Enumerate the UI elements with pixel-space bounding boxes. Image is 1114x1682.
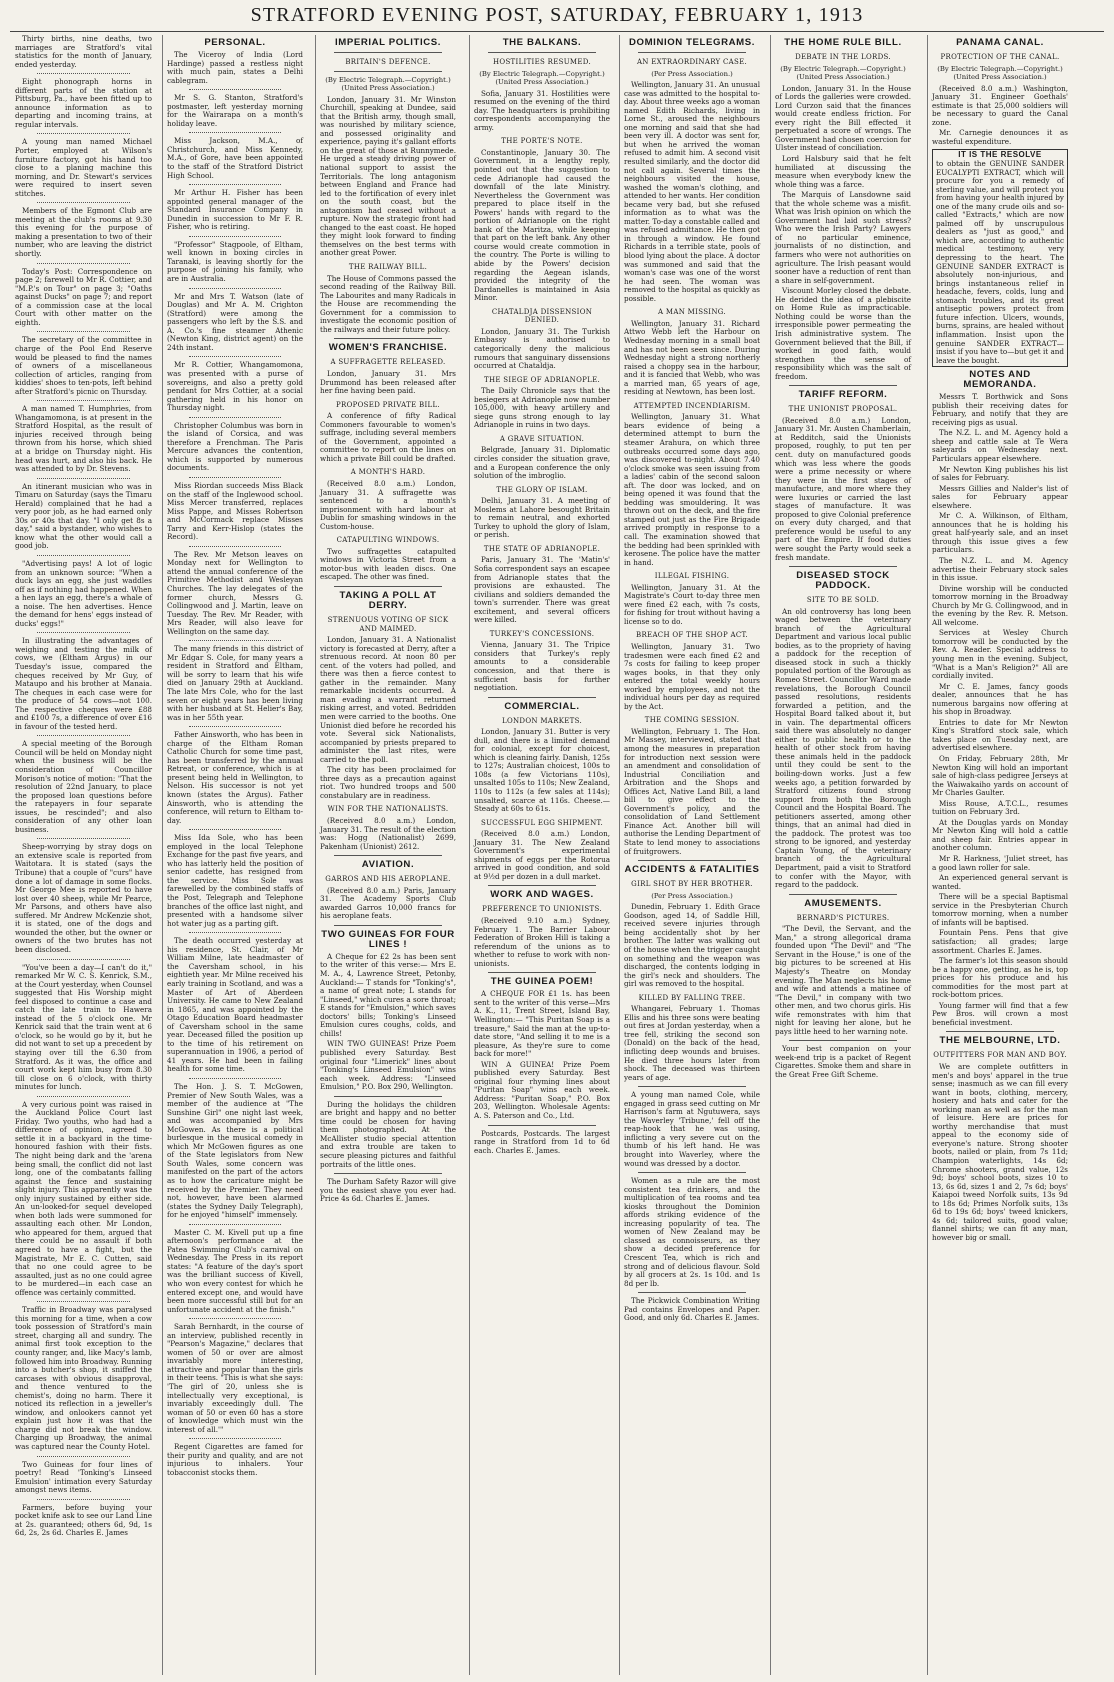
article-text: Vienna, January 31. The Tripice considers that Turkey's reply amounts to a considerable concession, and that there is sufficient basis for further negotiation. [474,640,610,693]
news-item: A special meeting of the Borough Council will be held on Monday night when the business will be the consideration of Councillor Morison's notice of motion: "That the resolution of 22nd January, to place the proposed loan questions before the ratepayers in four separate issues, be rescinded"; and also consideration of any other loan business. [15,739,152,834]
article-text: Dunedin, February 1. Edith Grace Goodson, aged 14, of Saddle Hill, received severe injuries through being accidentally shot by her brother. The latter was walking out of the house when the trigger caught on something and the weapon was discharged, the contents lodging in the girl's neck and shoulders. The girl was removed to the hospital. [624,902,761,989]
news-item: "Advertising pays! A lot of logic from an unknown source: "When a duck lays an egg, she just waddles off as if nothing had happened. When a hen lays an egg, there's a whale of a noise. The hen advertises. Hence the demand for hens' eggs instead of ducks' eggs!" [15,558,152,628]
credit-line: (By Electric Telegraph.—Copyright.) (United Press Association.) [780,64,906,82]
item-separator [37,735,130,736]
subheading: LONDON MARKETS. [502,716,582,725]
news-item: The many friends in this district of Mr Edgar S. Cole, for many years a resident in Stratford and Eltham, will be sorry to learn that his wife died on January 29th at Auckland. The late Mrs Cole, who for the last seven or eight years has been living with her husband at St. Helier's Bay, was in her 55th year. [167,644,303,722]
article-text: Mr. Carnegie denounces it as wasteful expenditure. [932,128,1068,146]
news-item: An experienced general servant is wanted. [932,873,1068,891]
divider [334,586,442,587]
subheading: SUCCESSFUL EGG SHIPMENT. [481,818,603,827]
subheading: THE RAILWAY BILL. [348,263,428,272]
article-text: A CHEQUE FOR £1 1s. has been sent to the writer of this verse—Mrs A. K., 11, Trent Street, Island Bay, Wellington:— "This Puritan Soap is a treasure," Said the man at the up-to-date store, "And selling it to me is a pleasure, As they're sure to come back for more!" [474,989,610,1059]
news-item: Thirty births, nine deaths, two marriages are Stratford's vital statistics for the month of January, ended yesterday. [15,35,152,69]
divider [488,697,596,698]
news-item: "You've been a day—I can't do it," remarked Mr W. C. S. Kenrick, S.M., at the Court yesterday, when Counsel suggested that His Worship might feel disposed to continue a case and catch the late train to Hawera instead of the 5 o'clock one. Mr Kenrick said that the train went at 6 o'clock, so he would go by it, but he did not want to set up a precedent by staying over till the 6.30 from Stratford. As it was, the office and court work kept him busy from 8.30 till close on 6 o'clock, with thirty minutes for lunch. [15,962,152,1092]
item-separator [37,133,130,134]
news-item: Traffic in Broadway was paralysed this morning for a time, when a cow took possession of Stratford's main street, charging all and sundry. The animal first took exception to the county ranger, and, like Macy's lamb, followed him into Broadway. Running into a butcher's shop, it sniffed the carcases with obvious disapproval, and thence ventured to the chemist's, doing no harm. There it noticed its reflection in a jeweller's window, and onlookers cannot yet explain just how it was that the charge did not break the window. Charging up Broadway, the animal was captured near the County Hotel. [15,1305,152,1452]
news-item: The death occurred yesterday at his residence, St. Clair, of Mr William Milne, late headmaster of the Caversham school, in his eightieth year. Mr Milne received his early training in Scotland, and was a Master of Art of Aberdeen University. He came to New Zealand in 1865, and was appointed by the Otago Education Board headmaster of Caversham school in the same year. Deceased filled the position up to the time of his retirement on superannuation in 1906, a period of 41 years. He had been in failing health for some time. [167,936,303,1074]
item-separator [37,202,130,203]
item-separator [37,73,130,74]
heading-notes-memoranda: NOTES AND MEMORANDA. [963,369,1037,391]
item-separator [37,1096,130,1097]
divider [789,385,897,386]
heading-aviation: AVIATION. [361,859,415,871]
heading-dominion-telegrams: DOMINION TELEGRAMS. [629,37,755,48]
article-text: A young man named Cole, while engaged in grass seed cutting on Mr Harrison's farm at Ngutuwera, says the Waverley 'Tribune,' fell off the reap-hook that he was using, inflicting a very severe cut on the thumb of his left hand. He was brought into Waverley, where the wound was dressed by a doctor. [624,1090,760,1168]
news-item: The N.Z. L. and M. Agency hold a sheep and cattle sale at Te Wera saleyards on Wednesday next. Particulars appear elsewhere. [932,428,1068,463]
item-separator [189,640,281,641]
news-item: An itinerant musician who was in Timaru on Saturday (says the Timaru Herald) complained that he had a very poor job, as he had earned only 30s or 40s that day. "I only get 8s a day," said a bystander, who wishes to know what the other would call a good job. [15,481,152,551]
news-item: Mr C. E. James, fancy goods dealer, announces that he has numerous bargains now offering at his shop in Broadway. [932,681,1068,717]
credit-line: (Per Press Association.) [651,69,733,78]
heading-imperial-politics: IMPERIAL POLITICS. [334,37,442,48]
news-item: The farmer's lot this season should be a happy one, getting, as he is, top prices for his produce and his commodities for the most part at rock-bottom prices. [932,956,1068,1000]
heading-accidents: ACCIDENTS & FATALITIES [624,864,760,876]
item-separator [189,184,281,185]
item-separator [189,1078,281,1079]
article-text: The Daily Chronicle says that the besiegers at Adrianople now number 105,000, with heavy artillery and siege guns strong enough to lay Adrianople in ruins in two days. [474,386,610,430]
article-text: Wellington, January 31. What bears evidence of being a determined attempt to burn the steamer Arahura, on which three outbreaks occurred some days ago, was discovered to-night. About 7.40 o'clock smoke was seen issuing from a ladies' cabin of the second saloon aft. The door was locked, and on being opened it was found that the bedding was smouldering. It was thrown out on the deck, and the fire stamped out just as the Fire Brigade arrived promptly in response to a call. The examination showed that the bedding had been sprinkled with kerosene. The police have the matter in hand. [624,412,760,567]
article-text: WIN A GUINEA! Prize Poem published every Saturday. Best original four rhyming lines about "Puritan Soap" wins each week. Address: "Puritan Soap," P.O. Box 203, Wellington. Wholesale Agents: A. S. Paterson and Co., Ltd. [474,1059,610,1120]
article-text: Belgrade, January 31. Diplomatic circles consider the situation grave, and a European conference the only solution of the imbroglio. [474,445,610,481]
divider [789,894,897,895]
subheading: A SUFFRAGETTE RELEASED. [330,358,446,367]
article-text: A conference of fifty Radical Commoners favourable to women's suffrage, including several members of the Government, appointed a committee to report on the lines on which a private Bill could be drafted. [320,411,456,463]
news-item: Farmers, before buying your pocket knife ask to see our Land Line at 2s. guaranteed; others 6d, 9d, 1s 6d, 2s, 2s 6d. Charles E. James [15,1502,153,1538]
item-separator [37,1301,130,1302]
news-item: Services at Wesley Church tomorrow will be conducted by the Rev. A. Reader. Special address to young men in the evening. Subject, "What is a Man's Religion?" All are cordially invited. [932,628,1068,681]
column-balkans [469,35,614,1675]
item-separator [189,829,281,830]
article-text: Wellington, January 31. Two tradesmen were each fined £2 and 7s costs for failing to keep proper wages books, in that they only entered the total weekly hours worked by employees, and not the individual hours per day as required by the Act. [624,642,760,711]
item-separator [189,417,281,418]
heading-amusements: AMUSEMENTS. [804,897,882,909]
article-text: London, January 31. A Nationalist victory is forecasted at Derry, after a strenuous record. At noon 80 per cent. of the voters had polled, and there was then a fierce contest to gather in the remainder. Many remarkable incidents occurred. A man evading a warrant returned risking arrest, and voted. Bedridden men were carried to the booths. One Unionist died before he recorded his vote. Several sick Nationalists, accompanied by priests prepared to administer the last rites, were carried to the poll. [320,635,456,764]
advert-text: The Durham Safety Razor will give you the easiest shave you ever had. Price 4s 6d. Charles E. James. [320,1177,456,1204]
article-text: Wellington, January 31. Richard Attwo Webb left the Harbour on Wednesday morning in a small boat and has not been seen since. During Wednesday night a strong northerly raised a choppy sea in the harbour, and it is fancied that Webb, who was a married man, 65 years of age, residing at Newtown, has been lost. [624,318,760,397]
article-text: Wellington, January 31. At the Magistrate's Court to-day three men were fined £2 each, with 7s costs, for fishing for trout without having a license so to do. [624,582,760,626]
news-item: A very curious point was raised in the Auckland Police Court last Friday. Two youths, who had had a difference of opinion, agreed to settle it in a backyard in the time-honoured fashion with their fists. The night being dark and the 'arena being small, the conflict did not last long, one of the combatants falling against the fence and sustaining slight injury. This apparently was the only injury sustained by either side. An un-looked-for sequel developed when both lads were summoned for assaulting each other. Mr London, who appeared for them, argued that there could be no assault if both agreed to have a fight, but the Magistrate, Mr E. C. Cutten, said that no one could agree to be assaulted, just as no one could agree to be murdered—in each case an offence was certainly committed. [15,1099,152,1297]
heading-taking-a-poll: TAKING A POLL AT DERRY. [339,589,437,611]
subheading: THE STATE OF ADRIANOPLE. [483,544,601,553]
advert-heading: IT IS THE RESOLVE [958,150,1042,160]
article-text: (Received 8.0 a.m.) London, January 31. Mr. Austen Chamberlain, at Redditch, said the Unionists proposed, roughly, to put ten per cent. duty on manufactured goods which was less where the goods were a prime necessity or where they were in the first stages of manufacture, and more where they were luxuries or carried the last stages of manufacture. It was proposed to give Colonial preference on every duty charged, and that preference would be useful to any part of the Empire. If food duties were sought the Party would seek a fresh mandate. [775,415,911,562]
item-separator [189,726,281,727]
article-text: London, January 31. Mrs Drummond has been released after her fine having been paid. [320,368,456,396]
article-text: (Received 8.0 a.m.) London, January 31. A suffragette was sentenced to a month's imprisonment with hard labour at Dublin for smashing windows in the Custom-house. [320,478,456,531]
divider [638,52,746,53]
credit-line: (By Electric Telegraph.—Copyright.) (United Press Association.) [479,69,605,87]
article-text: (Received 8.0 a.m.) Washington, January 31. Engineer Goethals' estimate is that 25,000 soldiers will be necessary to guard the Canal zone. [932,83,1068,127]
news-item: Mr Newton King publishes his list of sales for February. [932,464,1068,483]
news-item: Master C. M. Kivell put up a fine afternoon's performance at the Patea Swimming Club's carnival on Wednesday. The Press in its report states: "A feature of the day's sport was the brilliant success of Kivell, who won every contest for which he entered except one, and would have been more successful still but for an unfortunate accident at the finish." [167,1227,303,1314]
divider [638,1086,746,1087]
item-separator [189,546,281,547]
heading-guinea-poem: THE GUINEA POEM! [490,976,594,988]
divider [334,338,442,339]
divider [638,1292,746,1293]
subheading: OUTFITTERS FOR MAN AND BOY. [933,1051,1067,1060]
subheading: THE PORTE'S NOTE. [501,137,583,146]
item-separator [37,555,130,556]
subheading: GARROS AND HIS AEROPLANE. [325,875,451,884]
news-item: Eight phonograph horns in different parts of the station at Pittsburg, Pa., have been fitted up to announce information as to departing and incoming trains, at regular intervals. [15,77,152,129]
news-item: Mr R. Harkness, 'Juliet street, has a good lawn roller for sale. [932,854,1068,872]
item-separator [37,959,130,960]
divider [334,1096,442,1097]
news-item: Messrs Gillies and Nalder's list of sales for February appear elsewhere. [932,483,1068,510]
divider [789,566,897,567]
article-text: The city has been proclaimed for three days as a precaution against riot. Two hundred troops and 500 constabulary are in readiness. [320,765,456,800]
subheading: THE SIEGE OF ADRIANOPLE. [483,375,601,384]
subheading: GIRL SHOT BY HER BROTHER. [631,880,753,889]
subheading: TURKEY'S CONCESSIONS. [489,629,595,638]
article-text: Whangarei, February 1. Thomas Ellis and his three sons were beating out fires at Jordan yesterday, when a tree fell, striking the second son (Donald) on the back of the head, inflicting deep wounds and bruises. He died three hours later from shock. The deceased was thirteen years of age. [624,1004,760,1082]
item-separator [37,263,130,264]
item-separator [37,632,130,633]
article-text: An old controversy has long been waged between the veterinary branch of the Agricultural Department and various local public bodies, as to the propriety of having a paddock for the reception of diseased stock in such a thickly populated portion of the Borough as Romeo Street. Councillor Ward made revelations, the Borough Council passed resolutions, residents forwarded a petition, and the Hospital Board talked about it, but in vain. The departmental officers said there was absolutely no danger either to public health or to the health of other stock from having these animals held in the paddock until they could be sent to the boiling-down works. Just a few weeks ago, a petition forwarded by Stratford citizens found strong support from both the Borough Council and the Hospital Board. The petitioners asserted, among other things, that an animal had died in the paddock. The protest was too strong to be ignored, and yesterday Captain Young, of the veterinary branch of the Agricultural Department, paid a visit to Stratford to confer with the Mayor, with regard to the paddock. [775,606,912,890]
credit-line: (By Electric Telegraph.—Copyright.) (United Press Association.) [937,64,1063,82]
article-text: (Received 8.0 a.m.) London, January 31. The result of the election was: Hogg (Nationalist) 2699, Pakenham (Unionist) 2612. [320,816,456,851]
article-text: Sofia, January 31. Hostilities were resumed on the evening of the third day. The headquarters is prohibiting correspondents accompanying the army. [474,88,610,132]
article-text: Viscount Morley closed the debate. He derided the idea of a plebiscite on Home Rule as impracticable. Nothing could be worse than the irresponsible power permeating the Irish administrative system. The Government believed that the Bill, if worked in good faith, would strengthen the sense of responsibility which was the salt of freedom. [775,286,911,381]
divider [946,1031,1054,1032]
heading-diseased-stock: DISEASED STOCK PADDOCK. [796,570,890,592]
news-item: Miss Rouse, A.T.C.L., resumes tuition on February 3rd. [932,798,1068,817]
news-item: Mr R. Cottier, Whangamomona, was presented with a purse of sovereigns, and also a pretty gold pendant for Mrs Cottier, at a social gathering held in his honor on Thursday night. [167,360,303,413]
item-separator [37,1456,130,1457]
article-text: During the holidays the children are bright and happy and no better time could be chosen for having them photographed. At the McAllister studio special attention and extra trouble are taken to secure pleasing pictures and faithful portraits of the little ones. [320,1099,456,1169]
divider [488,52,596,53]
advert-box [932,149,1068,367]
article-text: Delhi, January 31. A meeting of Moslems at Lahore besought Britain to remain neutral, and exhorted Turkey to uphold the glory of Islam, or perish. [474,496,610,540]
article-text: (Received 8.0 a.m.) London, January 31. The New Zealand Government's experimental shipments of eggs per the Rotorua arrived in good condition, and sold at 9½d per dozen in a dull market. [474,829,610,881]
item-separator [189,356,281,357]
column-1 [11,35,156,1675]
subheading: STRENUOUS VOTING OF SICK AND MAIMED. [327,615,449,633]
subheading: ATTEMPTED INCENDIARISM. [633,401,751,410]
article-text: WIN TWO GUINEAS! Prize Poem published every Saturday. Best original four "Limerick" lines about "Tonking's Linseed Emulsion" wins each week. Address: "Linseed Emulsion," P.O. Box 290, Wellington. [320,1039,456,1092]
advert-text: The Pickwick Combination Writing Pad contains Envelopes and Paper. Good, and only 6d. Charles E. James. [624,1296,760,1323]
news-item: In illustrating the advantages of weighing and testing the milk of cows, we (Eltham Argus) in our Tuesday's issue, compared the cheques received by Mr Guy, of Mataupo and his brother at Manaia. The cheques in each case were for the produce of 54 cows—not 100. The respective cheques were £88 and £100 7s, a difference of over £16 in favour of the tested herd. [15,636,152,731]
item-separator [189,1224,281,1225]
item-separator [189,477,281,478]
subheading: PREFERENCE TO UNIONISTS. [482,905,602,914]
news-item: The Viceroy of India (Lord Hardinge) passed a restless night with much pain, states a Delhi cablegram. [167,50,303,85]
news-item: Mr C. A. Wilkinson, of Eltham, announces that he is holding his great half-yearly sale, and an inset through this issue gives a few particulars. [932,511,1068,555]
heading-personal: PERSONAL. [204,37,266,48]
divider [334,71,442,72]
item-separator [189,932,281,933]
subheading: CATAPULTING WINDOWS. [336,536,440,545]
item-separator [189,236,281,237]
divider [334,855,442,856]
article-text: London, January 31. Mr Winston Churchill, speaking at Dundee, said that the British army, though small, was nourished by military science, and possessed originality and experience, paying it's gallant efforts on the great of those at Runnymede. He urged a steady driving power of national support to assist the Territorials. The long antagonism between England and France had led to the fortification of every inlet on the south coast, but the antagonism had ceased without a rupture. Now the strategic front had changed to the east coast. He hoped they might look forward to finding themselves on the best terms with another great Power. [320,94,456,258]
heading-balkans: THE BALKANS. [502,37,582,48]
article-text: (Received 8.0 a.m.) Paris, January 31. The Academy Sports Club awarded Garros 10,000 francs for his aeroplane feats. [320,885,456,921]
subheading: ILLEGAL FISHING. [654,572,730,581]
news-item: Messrs T. Borthwick and Sons publish their receiving dates for February, and notify that they are receiving pigs as usual. [932,392,1068,427]
article-text: Lord Halsbury said that he felt humiliated at discussing the measure when everybody knew the whole thing was a farce. [775,154,911,189]
news-item: At the Douglas yards on Monday Mr Newton King will hold a cattle and sheep fair. Entries appear in another column. [932,817,1068,853]
item-separator [189,132,281,133]
subheading: BREACH OF THE SHOP ACT. [636,631,748,640]
subheading: AN EXTRAORDINARY CASE. [636,58,748,66]
news-item: The Hon. J. S. T. McGowen, Premier of New South Wales, was a member of the audience at "The Sunshine Girl" one night last week, and was accompanied by Mrs McGowen. As there is a political burlesque in the musical comedy in which Mr McGowen figures as one of the State legislators from New South Wales, some concern was manifested on the part of the actors as to how the caricature might be received by the Premier. They need not, however, have been alarmed (states the Sydney Daily Telegraph), for he enjoyed "himself" immensely. [167,1081,303,1220]
subheading: DEBATE IN THE LORDS. [795,53,891,61]
item-separator [189,1318,281,1319]
masthead-rule [10,31,1104,32]
credit-line: (Per Press Association.) [651,891,733,900]
subheading: PROPOSED PRIVATE BILL. [336,400,440,409]
news-item: Regent Cigarettes are famed for their purity and quality, and are not injurious to inhalers. Your tobacconist stocks them. [167,1442,303,1477]
news-item: Miss Jackson, M.A., of Christchurch, and Miss Kennedy, M.A., of Gore, have been appointed to the staff of the Stratford District High School. [167,136,303,180]
heading-melbourne: THE MELBOURNE, LTD. [939,1035,1061,1047]
divider [334,925,442,926]
item-separator [37,838,130,839]
heading-tariff-reform: TARIFF REFORM. [798,389,888,401]
news-item: Sheep-worrying by stray dogs on an extensive scale is reported from Waitotara. It is stated (says the Tribune) that a couple of "curs" have done a lot of damage in some flocks. Mr George Mee is reported to have lost over 40 sheep, while Mr Pearce, Mr Parsons, and others have also suffered. Mr Andrew McKenzie shot, it is stated, one of the dogs and wounded the other, but the owner or owners of the two brutes has not been disclosed. [15,842,152,954]
item-separator [37,331,130,332]
subheading: A GRAVE SITUATION. [499,434,585,443]
news-item: Fountain Pens. Pens that give satisfaction; all grades; large assortment. Charles E. James. [932,928,1068,955]
divider [488,972,596,973]
article-text: A Cheque for £2 2s has been sent to the writer of this verse:— Mrs E. M. A., 4, Lawrence Street, Petonby, Auckland:— T stands for "Tonking's", a name of great note; L stands for "Linseed," which cures a sore throat; E stands for "Emulsion," which saves doctors' bills; Tonking's Linseed Emulsion cures coughs, colds, and chills! [320,951,456,1038]
news-item: The secretary of the committee in charge of the Pool End Reserve would be pleased to find the names of owners of a miscellaneous collection of articles, ranging from kiddies' shoes to ten-pots, left behind after Stratford's picnic on Thursday. [15,335,152,396]
item-separator [189,89,281,90]
news-item: There will be a special Baptismal service in the Presbyterian Church tomorrow morning, when a number of infants will be baptised. [932,892,1068,927]
subheading: A MONTH'S HARD. [350,468,426,477]
news-item: Young farmer will find that a few Pew Bros. will crown a most beneficial investment. [932,1000,1068,1027]
divider [789,1040,897,1041]
divider [638,1172,746,1173]
advert-text: Your best companion on your week-end trip is a packet of Regent Cigarettes. Smoke them and share in the Great Free Gift Scheme. [775,1044,911,1079]
news-item: Mr and Mrs T. Watson (late of Douglas) and Mr A. M. Crighton (Stratford) were among the passengers who left by the S.S. and A. Co.'s fine steamer Athenic (Newton King, district agent) on the 24th instant. [167,291,303,352]
subheading: THE UNIONIST PROPOSAL. [788,405,898,414]
heading-womens-franchise: WOMEN'S FRANCHISE. [328,342,448,354]
news-item: On Friday, February 28th, Mr Newton King will hold an important sale of high-class pedigree Jerseys at the Waiwakaiho yards on account of Mr Charles Gaulter. [932,754,1068,798]
article-text: London, January 31. In the House of Lords the galleries were crowded. Lord Curzon said that the finances would create endless friction. For every right the Bill effected it perpetuated a score of wrongs. The Government had chosen coercion for Ulster instead of conciliation. [775,83,911,153]
column-home-rule [770,35,915,1675]
news-item: A man named T. Humphries, from Whangamomona, is at present in the Stratford Hospital, as the result of injuries received through being thrown from his horse, which shied at a bridge on Thursday night. His head was hurt, and also his back. He was attended to by Dr. Stevens. [15,404,152,474]
advert-text: Postcards, Postcards. The largest range in Stratford from 1d to 6d each. Charles E. James. [474,1128,610,1155]
news-item: Mr S. G. Stanton, Stratford's postmaster, left yesterday morning for the Wairarapa on a month's holiday leave. [167,93,303,128]
divider [334,1173,442,1174]
article-text: Two suffragettes catapulted windows in Victoria Street from a motor-bus with leaden discs. One escaped. The other was fined. [320,546,456,582]
news-item: Today's Post: Correspondence on page 2; farewell to Mr R. Cottier, and "M.P.'s on Tour" on page 3; "Oaths against Ducks" on page 7; and report of a commission case at the local Court with other matter on the eighth. [15,266,152,327]
news-item: Members of the Egmont Club are meeting at the club's rooms at 9.30 this evening for the purpose of making a presentation to two of their number, who are leaving the district shortly. [15,206,152,259]
credit-line: (By Electric Telegraph.—Copyright.) (United Press Association.) [325,75,451,93]
subheading: PROTECTION OF THE CANAL. [940,53,1060,61]
article-text: "The Devil, the Servant, and the Man," a strong allegorical drama founded upon "The Devil" and "The Servant in the House," is one of the big pictures to be screened at His Majesty's Theatre on Monday evening. The Man neglects his home and wife and attends a matinee of "The Devil," in company with two other men, and two chorus girls. His wife remonstrates with him that night for leaving her alone, but he pays little heed to her warning note. [775,924,911,1036]
column-personal [162,35,307,1675]
news-item: Two Guineas for four lines of poetry! Read 'Tonking's Linseed Emulsion' intimation every Saturday amongst news items. [15,1459,152,1495]
news-item: A young man named Michael Porter, employed at Wilson's furniture factory, got his hand too close to a planing machine this morning, and Dr. Stewart's services were required to insert seven stitches. [15,137,152,198]
item-separator [37,400,130,401]
column-panama-canal [927,35,1072,1675]
subheading: WIN FOR THE NATIONALISTS. [327,805,449,814]
news-item: The Rev. Mr Metson leaves on Monday next for Wellington to attend the annual conference of the Primitive Methodist and Wesleyan Churches. The lay delegates of the former church, Messrs G. Collingwood and J. Martin, leave on Tuesday. The Rev. Mr Reader, with Mrs Reader, will also leave for Wellington on the same day. [167,549,303,636]
divider [488,885,596,886]
subheading: CHATALDJA DISSENSION DENIED. [491,307,593,325]
article-text: Wellington, February 1. The Hon. Mr Massey, interviewed, stated that among the measures in preparation for introduction next session were an amendment and consolidation of Industrial Conciliation and Arbitration and the Shops and Offices Act, Native Land Bill, a land bill to give effect to the Government's policy, and the consolidation of Land Settlement Finance Act. Another bill will authorise the Lending Department of State to lend money to associations of fruitgrowers. [624,726,760,856]
news-item: Entries to date for Mr Newton King's Stratford stock sale, which takes place on Tuesday next, are advertised elsewhere. [932,717,1068,753]
subheading: BERNARD'S PICTURES. [796,913,890,922]
news-item: Divine worship will be conducted tomorrow morning in the Broadway Church by Mr G. Collingwood, and in the evening by the Rev. R. Metson. All welcome. [932,583,1068,627]
divider [488,1125,596,1126]
subheading: THE GLORY OF ISLAM. [496,485,588,494]
article-text: London, January 31. Butter is very dull, and there is a limited demand for colonial, except for choicest, which is cleaning fairly. Danish, 125s to 127s; Australian choicest, 100s to 108s (a few Victorians 110s), unsalted 105s to 110s; New Zealand, 110s to 112s (a few sales at 114s); unsalted, scarce at 116s. Cheese.—Steady at 60s to 61s. [474,727,610,814]
masthead: STRATFORD EVENING POST, SATURDAY, FEBRUARY 1, 1913 [250,4,864,26]
item-separator [189,1438,281,1439]
advert-text: to obtain the GENUINE SANDER EUCALYPTI EXTRACT, which will procure for you a remedy of sterling value, and will protect you from having your health injured by one of the many crude oils and so-called "Extracts," which are now palmed off by unscrupulous dealers as "just as good," and which are, according to authentic medical testimony, very depressing to the heart. The GENUINE SANDER EXTRACT is absolutely non-injurious, and brings instantaneous relief in headache, fevers, colds, lung and stomach troubles, and its great antiseptic powers protect from future infection. Ulcers, wounds, burns, sprains, are healed without inflammation. Insist upon the genuine SANDER EXTRACT—insist if you have to—but get it and leave the bought. [936,159,1064,365]
article-text: Paris, January 31. The 'Matin's' Sofia correspondent says an escapee from Adrianople states that the provisions are exhausted. The civilians and soldiers demanded the town's surrender. There was great excitement, and several officers were killed. [474,555,610,625]
heading-commercial: COMMERCIAL. [504,700,580,712]
article-text: Wellington, January 31. An unusual case was admitted to the hospital to-day. About three weeks ago a woman named Edith Richards, living in Lorne St., aroused the neighbours one morning and said that she had been very ill. A doctor was sent for, but when he arrived the woman refused to admit him. A second visit resulted similarly, and the doctor did not call again. Several times the neighbours visited the house, washed the woman's clothing, and attended to her wants. Her condition became very bad, but she refused information as to what was the matter. To-day a constable called and was refused admittance. He then got in through a window. He found Richards in a terrible state, pools of blood lying about the place. A doctor was summoned and said that the woman's case was one of the worst he had seen. The woman was removed to the hospital as quickly as possible. [624,80,760,303]
subheading: A MAN MISSING. [658,308,726,317]
subheading: BRITAIN'S DEFENCE. [345,58,431,66]
heading-panama-canal: PANAMA CANAL. [956,37,1044,48]
article-text: The Marquis of Lansdowne said that the whole scheme was a misfit. What was Irish opinion on which the Government had laid such stress? Who were the Irish Party? Lawyers of no particular eminence, journalists of no distinction, and farmers who were not authorities on agriculture. The Irish peasant would sooner have a reduction of rent than a share in self-government. [775,190,911,285]
divider [638,860,746,861]
subheading: KILLED BY FALLING TREE. [638,993,746,1002]
item-separator [37,1499,130,1500]
column-dominion-telegrams [619,35,764,1675]
news-item: Sarah Bernhardt, in the course of an interview, published recently in "Pearson's Magazine," declares that women of 50 or over are almost invariably more interesting, attractive and popular than the girls in their teens. "This is what she says: 'The girl of 20, unless she is intellectually very exceptional, is invariably exceedingly dull. The woman of 50 or even 60 has a store of knowledge which must win the interest of all.'" [167,1322,303,1434]
advert-text: Women as a rule are the most consistent tea drinkers, and the multiplication of tea rooms and tea kiosks throughout the Dominion affords striking evidence of the increasing popularity of tea. The women of New Zealand may be classed as connoisseurs, as they show a decided preference for Crescent Tea, which is rich and strong and of delicious flavour. Sold by all grocers at 2s. 1s 10d. and 1s 8d per lb. [624,1176,760,1288]
divider [334,52,442,53]
article-text: The House of Commons passed the second reading of the Railway Bill. The Labourites and many Radicals in the House are recommending the Government for a commission to investigate the economic position of the railways and their future policy. [320,273,456,334]
news-item: Mr Arthur H. Fisher has been appointed general manager of the Standard Insurance Company in Dunedin in succession to Mr F. R. Fisher, who is retiring. [167,188,303,232]
news-item: Miss Riordan succeeds Miss Black on the staff of the Inglewood school. Miss Mercer transferred, replaces Miss Pappe, and Misses Robertson and McCormack replace Misses Tarry and Kerr-Hislop (states the Record). [167,480,303,542]
item-separator [189,288,281,289]
article-text: Constantinople, January 30. The Government, in a lengthy reply, pointed out that the suggestion to cede Adrianople had caused the downfall of the late Ministry. Nevertheless the Government was prepared to place itself in the Powers' hands with regard to the portion of Adrianople on the right bank of the Maritza, while keeping that part on the left bank. Any other course would create commotion in the country. The Porte is willing to abide by the Powers' decision regarding the Aegean islands, provided the integrity of the Dardanelles is maintained in Asia Minor. [474,147,610,303]
article-text: London, January 31. The Turkish Embassy is authorised to categorically deny the malicious rumours that sanguinary dissensions occurred at Chataldja. [474,326,610,371]
article-text: (Received 9.10 a.m.) Sydney, February 1. The Barrier Labour Federation of Broken Hill is taking a referendum of the unions as to whether to refuse to work with non-unionists. [474,916,610,968]
news-item: The N.Z. L. and M. Agency advertise their February stock sales in this issue. [932,555,1068,583]
heading-two-guineas: TWO GUINEAS FOR FOUR LINES ! [321,928,455,950]
news-item: Father Ainsworth, who has been in charge of the Eltham Roman Catholic Church for some time past, has been transferred by the annual Retreat, or conference, which is at present being held in Wellington, to Nelson. His successor is not yet known (states the Argus). Father Ainsworth, who is attending the conference, will return to Eltham to-day. [167,730,303,825]
subheading: SITE TO BE SOLD. [806,596,880,605]
heading-work-and-wages: WORK AND WAGES. [490,889,594,901]
column-imperial-politics [315,35,460,1675]
subheading: THE COMING SESSION. [644,716,740,725]
item-separator [37,478,130,479]
advert-text: We are complete outfitters in men's and boys' apparel in the true sense; inasmuch as we can fill every want in boots, clothing, mercery, hosiery and hats and cater for the working man as well as for the man of leisure. Here are prices for worthy merchandise that must appeal to the economy side of everyone's nature. Strong shooter boots, nailed or plain, from 7s 11d; Champion waterlights, 14s 6d; Chrome shooters, grand value, 12s 9d; boys' school boots, sizes 10 to 13, 6s 6d, sizes 1 and 2, 7s 6d; boys' Kaiapoi tweed Norfolk suits, 13s 9d to 18s 6d; Primes Norfolk suits, 13s 6d to 19s 6d; boys' tweed knickers, 4s 6d; tailored suits, good value; flannel shirts; we can fit any man, however big or small. [932,1061,1068,1242]
subheading: HOSTILITIES RESUMED. [493,58,591,66]
heading-home-rule: THE HOME RULE BILL. [784,37,902,48]
news-item: Christopher Columbus was born in the island of Corsica, and was therefore a Frenchman. The Paris Mercure advances the contention, which is supported by numerous documents. [167,420,303,473]
news-item: Miss Ida Sole, who has been employed in the local Telephone Exchange for the past five years, and who has latterly held the position of senior cadette, has resigned from the service. Miss Sole was farewelled by the combined staffs of the Post, Telegraph and Telephone branches of the office last night, and presented with a handsome silver hot water jug as a parting gift. [167,833,303,928]
news-item: "Professor" Stagpoole, of Eltham, well known in boxing circles in Taranaki, is leaving shortly for the purpose of joining his family, who are in Australia. [167,239,303,284]
